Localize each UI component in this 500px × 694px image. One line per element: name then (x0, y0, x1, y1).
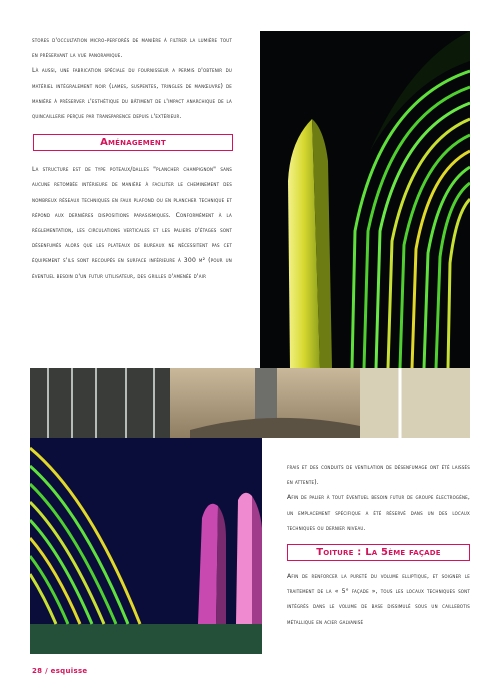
right-paragraph-1: frais et des conduits de ventilation de désenfumage ont été laissés en attente). (287, 464, 470, 487)
left-text-column (32, 33, 232, 284)
right-paragraph-3: Afin de renforcer la pureté du volume elliptique, et soigner le traitement de la « 5° façade », tous les locaux techniques sont intégrés dans le volume de base dissimulé sous un caillebotis métallique en acier galvanisé (287, 573, 470, 626)
page-footer: 28 / esquisse (32, 667, 88, 675)
building-night-photo-bottom (30, 438, 262, 654)
interior-illustration (30, 368, 470, 438)
interior-lobby-photo (30, 368, 470, 438)
section-heading-amenagement: Aménagement (33, 134, 233, 151)
left-paragraph-2: Là aussi, une fabrication spéciale du fournisseur a permis d'obtenir du matériel intégralement noir (lames, suspentes, tringles de manœuvre) de manière à préserver l'esthétique du bâtiment de l'impact anarchique de la quincaillerie perçue par transparence depuis l'extérieur. (32, 67, 232, 121)
left-paragraph-3: La structure est de type poteaux/dalles "plancher champignon" sans aucune retombée intérieure de manière à faciliter le cheminement des nombreux réseaux techniques en faux plafond ou en plancher technique et répond aux dernières dispositions parasismiques. Conformément à la réglementation, les circulations verticales et les paliers d'étages sont désenfumés alors que les plateaux de bureaux ne nécessitent pas cet équipement s'ils sont recoupés en surface inférieure à 300 m² (pour un éventuel besoin d'un futur utilisateur, des grilles d'amenée d'air (32, 166, 232, 280)
neon-building-illustration (260, 31, 470, 368)
left-paragraph-1: stores d'occultation micro-perforés de manière à filtrer la lumière tout en préservant la vue panoramique. (32, 37, 232, 60)
right-text-column (287, 460, 470, 630)
neon-facade-illustration (30, 438, 262, 654)
right-paragraph-2: Afin de palier à tout éventuel besoin futur de groupe électrogène, un emplacement spécifique a été réservé dans un des locaux techniques ou dernier niveau. (287, 494, 470, 532)
section-heading-toiture: Toiture : La 5ème façade (287, 544, 470, 561)
building-night-photo-top (260, 31, 470, 368)
